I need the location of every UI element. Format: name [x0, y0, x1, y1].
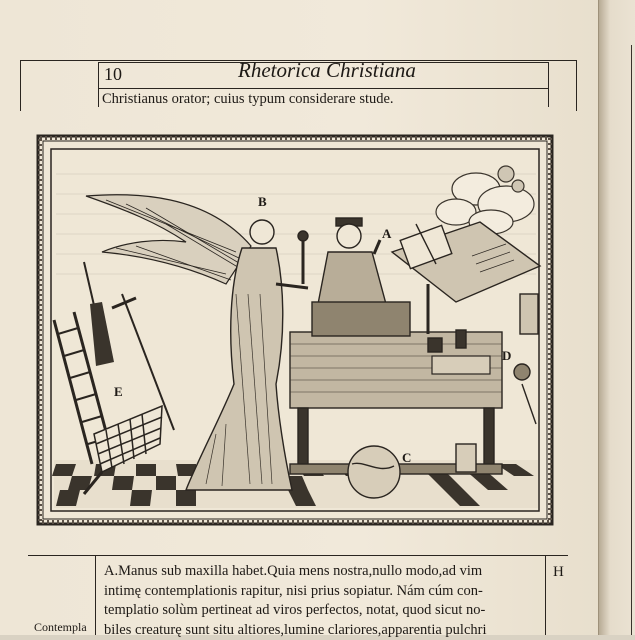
- margin-letter: H: [553, 564, 564, 581]
- page-number: 10: [104, 64, 122, 85]
- plate-caption: Christianus orator; cuius typum considerare stude.: [102, 91, 394, 108]
- label-b: B: [258, 194, 267, 209]
- lectern-book: [392, 222, 540, 334]
- angel-wings: [86, 195, 251, 284]
- body-line: biles creaturę sunt situ altiores,lumine clariores,apparentia pulchri: [104, 621, 544, 640]
- body-line: templatio solùm pertineat ad viros perfectos, notat, quod sicut no-: [104, 601, 544, 621]
- clouds: [436, 166, 534, 234]
- caption-rule: [98, 88, 548, 89]
- label-a: A: [382, 226, 392, 241]
- margin-note: Contempla: [34, 620, 87, 635]
- label-c: C: [402, 450, 411, 465]
- text-left-rule: [95, 555, 96, 635]
- body-line: intimę contemplationis rapitur, nisi prius sopiatur. Nám cúm con-: [104, 582, 544, 602]
- running-title: Rhetorica Christiana: [238, 58, 416, 83]
- label-d: D: [502, 348, 511, 363]
- desk: [290, 302, 502, 498]
- scholar-figure: [318, 218, 386, 304]
- text-right-rule: [545, 555, 546, 635]
- body-text: [104, 562, 544, 640]
- adjacent-page-rule: [631, 45, 632, 635]
- label-e: E: [114, 384, 123, 399]
- header-right-divider: [548, 62, 549, 107]
- broom: [84, 262, 114, 366]
- wall-sconce: [514, 294, 538, 424]
- adjacent-page-edge: [598, 0, 635, 635]
- engraving-illustration: [36, 134, 554, 526]
- sword: [112, 294, 174, 430]
- body-line: A.Manus sub maxilla habet.Quia mens nostra,nullo modo,ad vim: [104, 562, 544, 582]
- header-divider: [98, 62, 99, 107]
- writing-box: [432, 356, 490, 374]
- woodcut-plate: [36, 134, 554, 526]
